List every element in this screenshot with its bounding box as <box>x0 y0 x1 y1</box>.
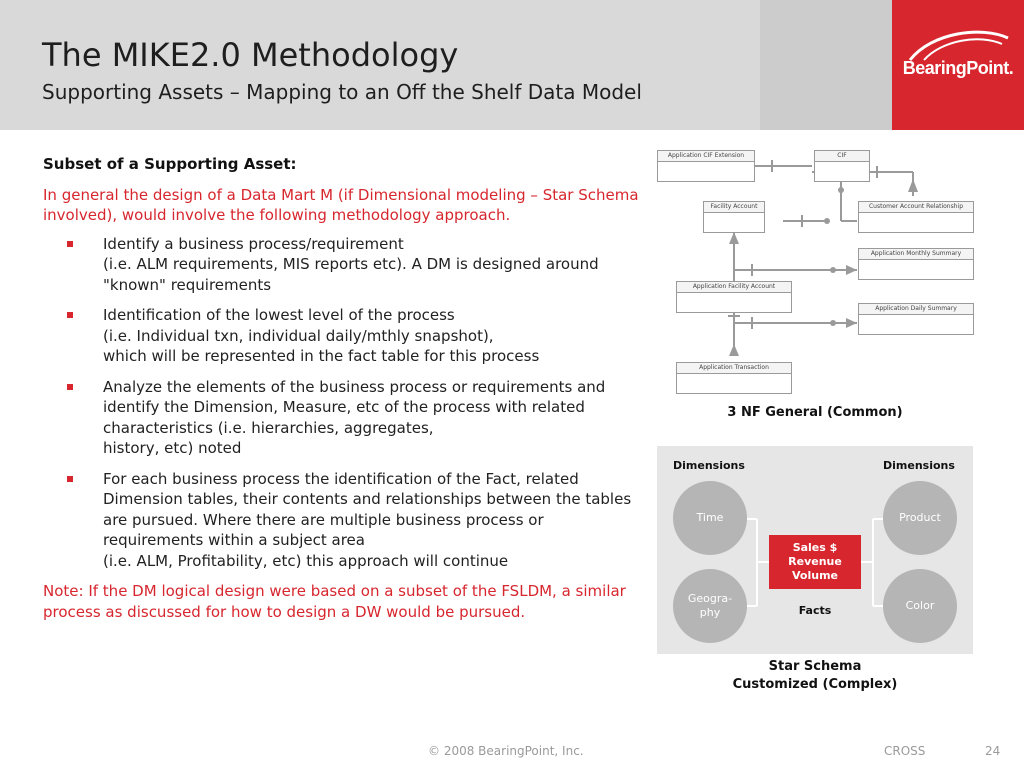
entity-title: Application Facility Account <box>677 282 791 293</box>
dimension-geography: Geogra- phy <box>673 569 747 643</box>
dimension-product: Product <box>883 481 957 555</box>
bullet-line: (i.e. Individual txn, individual daily/mthly snapshot), <box>103 326 494 345</box>
page-title: The MIKE2.0 Methodology <box>42 36 459 74</box>
entity-app-facility-account <box>676 281 792 313</box>
bullet-line: Identify a business process/requirement <box>103 234 404 253</box>
list-item <box>43 469 643 572</box>
square-bullet-icon <box>67 384 73 390</box>
bullet-line: which will be represented in the fact table for this process <box>103 347 540 365</box>
list-item <box>43 305 643 367</box>
entity-title: Application Daily Summary <box>859 304 973 315</box>
bullet-line: Analyze the elements of the business process or requirements and identify the Dimension, Measure, etc of the process with related characteristics (i.e. hierarchies, aggregates, <box>103 377 606 437</box>
bullet-line: Identification of the lowest level of the process <box>103 306 455 324</box>
bearingpoint-logo <box>892 0 1024 130</box>
dimensions-left-label: Dimensions <box>673 459 745 472</box>
entity-facility-account <box>703 201 765 233</box>
page-subtitle: Supporting Assets – Mapping to an Off the Shelf Data Model <box>42 80 642 104</box>
bullet-line: For each business process the identification of the Fact, related Dimension tables, their contents and relationships between the tables are pursued. Where there are multiple business process or requirements within a subject area <box>103 469 632 549</box>
erd-diagram <box>652 146 982 396</box>
caption-line: Star Schema <box>768 659 862 674</box>
entity-app-cif-extension <box>657 150 755 182</box>
square-bullet-icon <box>67 476 73 482</box>
star-schema-caption <box>657 658 973 694</box>
bullet-list <box>43 234 643 572</box>
entity-title: Customer Account Relationship <box>859 202 973 213</box>
footer-page-number: 24 <box>985 744 1001 758</box>
square-bullet-icon <box>67 241 73 247</box>
erd-caption: 3 NF General (Common) <box>727 405 903 420</box>
list-item <box>43 234 643 296</box>
footer-copyright: © 2008 BearingPoint, Inc. <box>428 744 584 758</box>
caption-line: Customized (Complex) <box>732 677 898 692</box>
entity-app-monthly-summary <box>858 248 974 280</box>
entity-title: CIF <box>815 151 869 162</box>
note-text: Note: If the DM logical design were based on a subset of the FSLDM, a similar process as discussed for how to design a DW would be pursued. <box>43 582 626 621</box>
entity-title: Application CIF Extension <box>658 151 754 162</box>
entity-title: Application Transaction <box>677 363 791 374</box>
logo-text: BearingPoint. <box>902 58 1014 78</box>
entity-customer-account-relationship <box>858 201 974 233</box>
header-accent-strip <box>760 0 892 130</box>
entity-title: Facility Account <box>704 202 764 213</box>
main-content <box>43 154 643 622</box>
footer-section: CROSS <box>884 744 926 758</box>
section-heading: Subset of a Supporting Asset: <box>43 155 297 173</box>
bullet-line: history, etc) noted <box>103 439 242 457</box>
facts-label: Facts <box>798 604 832 617</box>
star-schema-diagram <box>657 446 973 654</box>
entity-cif <box>814 150 870 182</box>
square-bullet-icon <box>67 312 73 318</box>
intro-text: In general the design of a Data Mart M (if Dimensional modeling – Star Schema involved), would involve the following methodology approach. <box>43 185 639 224</box>
entity-title: Application Monthly Summary <box>859 249 973 260</box>
list-item <box>43 377 643 459</box>
dimensions-right-label: Dimensions <box>883 459 955 472</box>
entity-app-daily-summary <box>858 303 974 335</box>
entity-app-transaction <box>676 362 792 394</box>
dimension-time: Time <box>673 481 747 555</box>
bullet-line: (i.e. ALM requirements, MIS reports etc). A DM is designed around "known" requirements <box>103 255 599 294</box>
dimension-color: Color <box>883 569 957 643</box>
fact-table-box: Sales $ Revenue Volume <box>769 535 861 589</box>
bullet-line: (i.e. ALM, Profitability, etc) this approach will continue <box>103 551 509 570</box>
